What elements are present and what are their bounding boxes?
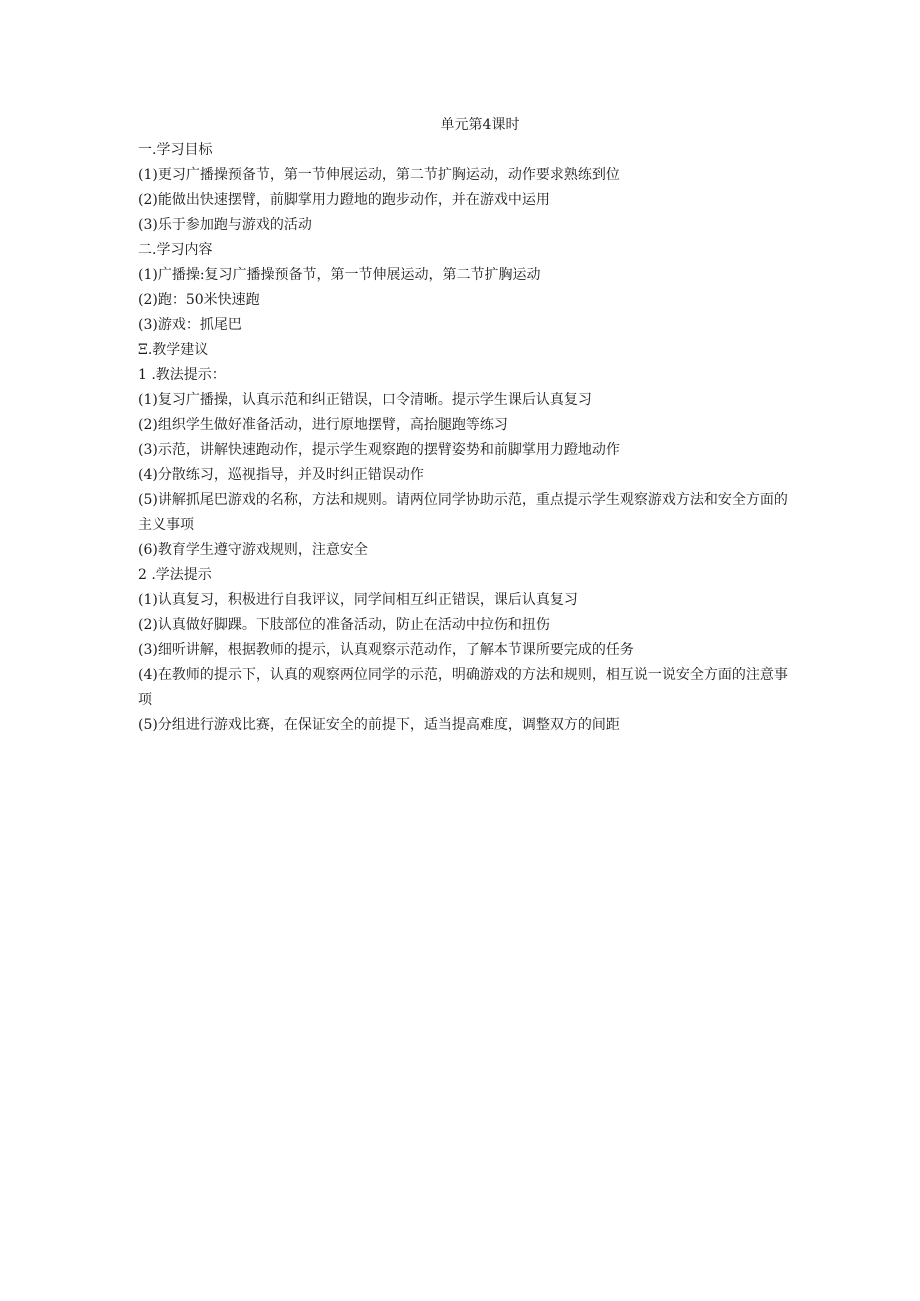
subsection-heading-teaching: 1 .教法提示： — [138, 367, 226, 383]
teaching-item: (4)分散练习，巡视指导，并及时纠正错误动作 — [138, 467, 424, 483]
section-heading-suggestions: Ξ.教学建议 — [138, 342, 209, 358]
learning-item: (4)在教师的提示下，认真的观察两位同学的示范，明确游戏的方法和规则，相互说一说安全方面的注意事项 — [138, 667, 788, 708]
goal-item: (2)能做出快速摆臂，前脚掌用力蹬地的跑步动作，并在游戏中运用 — [138, 192, 550, 208]
goal-item: (1)更习广播操预备节，第一节伸展运动，第二节扩胸运动，动作要求熟练到位 — [138, 167, 620, 183]
document-title: 单元第4课时 — [440, 117, 520, 133]
subsection-heading-learning: 2 .学法提示 — [138, 567, 212, 583]
learning-item: (3)细听讲解，根据教师的提示，认真观察示范动作，了解本节课所要完成的任务 — [138, 642, 634, 658]
learning-item: (2)认真做好脚踝。下肢部位的准备活动，防止在活动中拉伤和扭伤 — [138, 617, 550, 633]
goal-item: (3)乐于参加跑与游戏的活动 — [138, 217, 312, 233]
content-item: (2)跑：50米快速跑 — [138, 292, 260, 308]
learning-item: (5)分组进行游戏比赛，在保证安全的前提下，适当提高难度，调整双方的间距 — [138, 717, 620, 733]
teaching-item: (1)复习广播操，认真示范和纠正错误，口令清晰。提示学生课后认真复习 — [138, 392, 592, 408]
section-heading-content: 二.学习内容 — [138, 242, 213, 258]
teaching-item: (6)教育学生遵守游戏规则，注意安全 — [138, 542, 368, 558]
content-item: (1)广播操:复习广播操预备节，第一节伸展运动，第二节扩胸运动 — [138, 267, 541, 283]
content-item: (3)游戏：抓尾巴 — [138, 317, 242, 333]
teaching-item: (3)示范，讲解快速跑动作，提示学生观察跑的摆臂姿势和前脚掌用力蹬地动作 — [138, 442, 620, 458]
document-body — [138, 112, 798, 738]
teaching-item: (5)讲解抓尾巴游戏的名称，方法和规则。请两位同学协助示范，重点提示学生观察游戏方法和安全方面的主义事项 — [138, 492, 788, 533]
teaching-item: (2)组织学生做好准备活动，进行原地摆臂，高抬腿跑等练习 — [138, 417, 508, 433]
section-heading-goals: 一.学习目标 — [138, 142, 213, 158]
learning-item: (1)认真复习，积极进行自我评议，同学间相互纠正错误，课后认真复习 — [138, 592, 578, 608]
